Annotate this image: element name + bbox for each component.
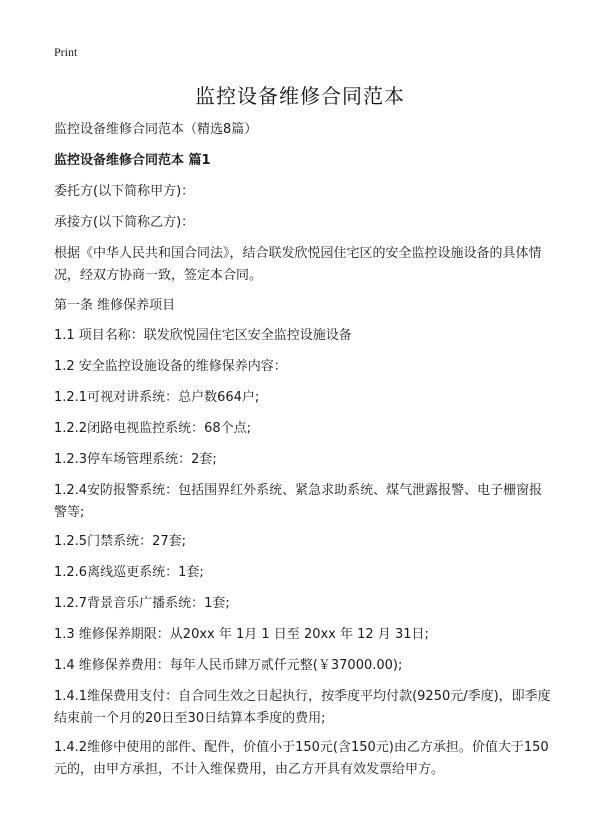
- document-title: 监控设备维修合同范本: [195, 84, 405, 108]
- paragraph-1-2-4: 1.2.4安防报警系统：包括围界红外系统、紧急求助系统、煤气泄露报警、电子栅窗报警等;: [54, 483, 543, 520]
- paragraph-1-2-7: 1.2.7背景音乐广播系统：1套;: [54, 596, 230, 611]
- paragraph-contractor: 承接方(以下简称乙方)：: [54, 215, 195, 230]
- paragraph-article-1: 第一条 维修保养项目: [54, 298, 176, 313]
- paragraph-1-2-1: 1.2.1可视对讲系统：总户数664户;: [54, 390, 260, 405]
- paragraph-1-2-2: 1.2.2闭路电视监控系统：68个点;: [54, 421, 251, 436]
- paragraph-1-4-2: 1.4.2维修中使用的部件、配件，价值小于150元(含150元)由乙方承担。价值大于150 元的，由甲方承担，不计入维保费用，由乙方开具有效发票给甲方。: [54, 740, 549, 777]
- paragraph-1-2-3: 1.2.3停车场管理系统：2套;: [54, 452, 217, 467]
- paragraph-1-4: 1.4 维修保养费用：每年人民币肆万贰仟元整(￥37000.00);: [54, 658, 403, 673]
- paragraph-1-3: 1.3 维修保养期限：从20xx 年 1月 1 日至 20xx 年 12 月 31日;: [54, 627, 429, 642]
- paragraph-1-2-5: 1.2.5门禁系统：27套;: [54, 534, 186, 549]
- print-label: Print: [54, 45, 78, 59]
- section-heading: 监控设备维修合同范本 篇1: [54, 153, 211, 168]
- document-subtitle: 监控设备维修合同范本（精选8篇）: [54, 122, 258, 137]
- paragraph-client: 委托方(以下简称甲方)：: [54, 184, 195, 199]
- paragraph-1-4-1: 1.4.1维保费用支付：自合同生效之日起执行，按季度平均付款(9250元/季度)，即季度结束前一个月的20日至30日结算本季度的费用;: [54, 689, 551, 726]
- paragraph-1-2-6: 1.2.6离线巡更系统：1套;: [54, 565, 204, 580]
- paragraph-1-1: 1.1 项目名称：联发欣悦园住宅区安全监控设施设备: [54, 328, 352, 343]
- paragraph-preamble: 根据《中华人民共和国合同法》，结合联发欣悦园住宅区的安全监控设施设备的具体情况，经双方协商一致，签定本合同。: [54, 246, 542, 283]
- paragraph-1-2: 1.2 安全监控设施设备的维修保养内容：: [54, 359, 287, 374]
